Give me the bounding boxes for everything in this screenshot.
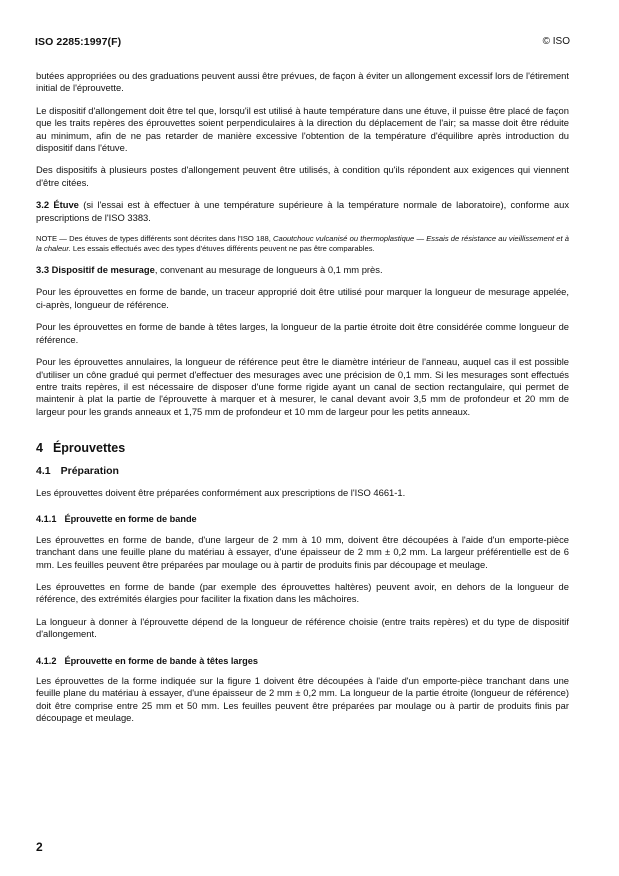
subsection-title: Préparation: [60, 464, 119, 477]
standard-reference: ISO 2285:1997(F): [35, 36, 122, 48]
clause-title: Étuve: [53, 199, 79, 211]
page-content: [36, 70, 569, 735]
clause-3-3: [36, 264, 569, 276]
subsection-number: 4.1: [36, 464, 51, 477]
section-heading: [36, 442, 569, 454]
clause-number: 3.3: [36, 264, 50, 276]
clause-number: 3.2: [36, 199, 50, 211]
copyright-mark: © ISO: [542, 36, 570, 47]
subsubsection-heading: [36, 655, 569, 667]
clause-text: , convenant au mesurage de longueurs à 0,1 mm près.: [154, 264, 383, 276]
section-title: Éprouvettes: [52, 441, 126, 456]
note-text-end: Les essais effectués avec des types d'étuves différents peuvent ne pas être comparables.: [70, 244, 375, 254]
subsection-heading: [36, 465, 569, 477]
paragraph: Le dispositif d'allongement doit être tel que, lorsqu'il est utilisé à haute température dans une étuve, il puisse être placé de façon que les traits repères des éprouvettes soient perpendiculaires à la direction du déplacement de l'air; sa masse doit être réduite au minimum, afin de ne pas retarder de manière excessive l'obtention de la température d'équilibre après introduction du dispositif dans l'étuve.: [36, 104, 569, 154]
subsubsection-number: 4.1.2: [36, 655, 57, 666]
note-text: Des étuves de types différents sont décrites dans l'ISO 188,: [66, 234, 274, 244]
paragraph: Des dispositifs à plusieurs postes d'allongement peuvent être utilisés, à condition qu'ils répondent aux exigences qui viennent d'être citées.: [36, 164, 569, 188]
paragraph: Les éprouvettes en forme de bande (par exemple des éprouvettes haltères) peuvent avoir, en dehors de la longueur de référence, des extrémités élargies pour faciliter la fixation dans les mâchoires.: [36, 580, 569, 605]
subsubsection-title: Éprouvette en forme de bande à têtes larges: [64, 655, 258, 666]
subsubsection-number: 4.1.1: [36, 514, 57, 525]
section-number: 4: [36, 441, 43, 456]
paragraph: butées appropriées ou des graduations peuvent aussi être prévues, de façon à éviter un allongement excessif lors de l'étirement initial de l'éprouvette.: [36, 70, 569, 94]
paragraph: Pour les éprouvettes en forme de bande, un traceur approprié doit être utilisé pour marquer la longueur de mesurage appelée, ci-après, longueur de référence.: [36, 286, 569, 310]
paragraph: Les éprouvettes en forme de bande, d'une largeur de 2 mm à 10 mm, doivent être découpées à l'aide d'un emporte-pièce tranchant dans une feuille plane du matériau à essayer, d'une épaisseur de 2 mm ± 0,2 mm. La largeur préférentielle est de 6 mm. Les feuilles peuvent être préparées par moulage ou à partir de produits finis par découpage et meulage.: [36, 533, 569, 570]
note-reference-title: Caoutchouc vulcanisé ou thermoplastique — Essais de résistance au vieillissement et à la chaleur.: [36, 234, 569, 254]
subsubsection-heading: [36, 513, 569, 525]
paragraph: Les éprouvettes de la forme indiquée sur la figure 1 doivent être découpées à l'aide d'un emporte-pièce tranchant dans une feuille plane du matériau à essayer, d'une épaisseur de 2 mm ± 0,2 mm. La longueur de la partie étroite (longueur de référence) doit être comprise entre 25 mm et 50 mm. Les feuilles peuvent être préparées par moulage ou à partir de produits finis par découpage et meulage.: [36, 675, 569, 724]
clause-title: Dispositif de mesurage: [51, 264, 155, 276]
paragraph: La longueur à donner à l'éprouvette dépend de la longueur de référence choisie (entre traits repères) et du type de dispositif d'allongement.: [36, 615, 569, 640]
clause-text: (si l'essai est à effectuer à une température supérieure à la température normale de laboratoire), conforme aux prescriptions de l'ISO 3383.: [36, 199, 570, 223]
note-label: NOTE —: [36, 234, 67, 244]
paragraph: Les éprouvettes doivent être préparées conformément aux prescriptions de l'ISO 4661-1.: [36, 486, 406, 498]
page-number: 2: [36, 840, 43, 854]
subsubsection-title: Éprouvette en forme de bande: [64, 514, 197, 525]
note: [36, 234, 569, 254]
paragraph: Pour les éprouvettes annulaires, la longueur de référence peut être le diamètre intérieur de l'anneau, auquel cas il est possible d'utiliser un cône gradué qui permet d'effectuer des mesurages avec une précision de 0,1 mm. Si les mesurages sont effectués entre traits repères, il est nécessaire de disposer d'une forme rigide ayant un canal de section rectangulaire, qui permet de maintenir à plat la partie de l'éprouvette à marquer et à mesurer, le canal devant avoir 3,5 mm de profondeur et 20 mm de largeur pour les grands anneaux et 1,75 mm de profondeur et 10 mm de largeur pour les petits anneaux.: [36, 356, 569, 417]
clause-3-2: [36, 199, 569, 224]
paragraph: Pour les éprouvettes en forme de bande à têtes larges, la longueur de la partie étroite doit être considérée comme longueur de référence.: [36, 321, 569, 345]
